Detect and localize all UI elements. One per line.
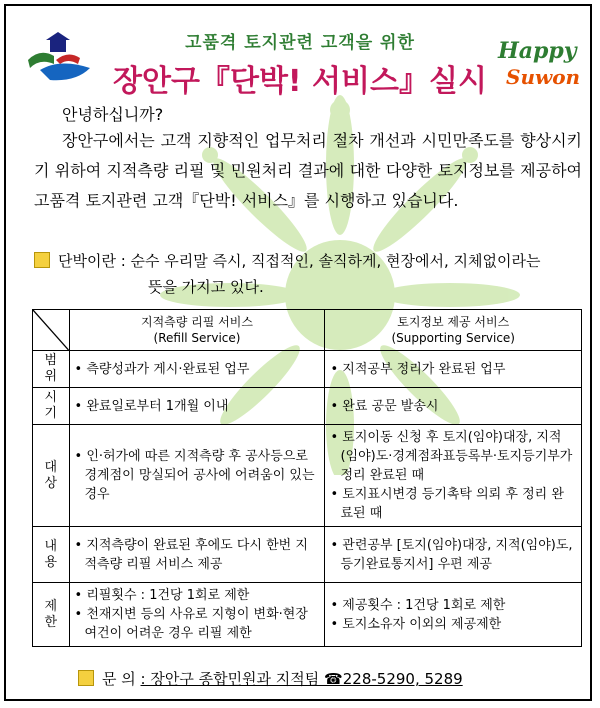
row-category: 제 한 (33, 583, 70, 647)
list-item: • 관련공부 [토지(임야)대장, 지적(임야)도, 등기완료통지서] 우편 제공 (330, 536, 576, 574)
list-item: • 리필횟수 : 1건당 1회로 제한 (75, 586, 320, 605)
header-supporting-sub: (Supporting Service) (391, 331, 515, 345)
row-right-cell (325, 388, 582, 425)
list-item: • 지적공부 정리가 완료된 업무 (330, 360, 576, 379)
svg-text:Happy: Happy (498, 38, 577, 64)
header-refill-sub: (Refill Service) (153, 331, 241, 345)
table-row (33, 527, 582, 583)
header-refill-name: 지적측량 리필 서비스 (141, 315, 253, 329)
intro-paragraph: 장안구에서는 고객 지향적인 업무처리 절차 개선과 시민만족도를 향상시키기 위하여 지적측량 리필 및 민원처리 결과에 대한 다양한 토지정보를 제공하여 고품격 토지관련 고객『단박! 서비스』를 시행하고 있습니다. (34, 131, 582, 210)
header-supporting-name: 토지정보 제공 서비스 (397, 315, 510, 329)
list-item: • 완료 공문 발송시 (330, 397, 576, 416)
table-corner-cell (33, 310, 70, 351)
header-refill-service (69, 310, 325, 351)
list-item: • 인·허가에 따른 지적측량 후 공사등으로 경계점이 망실되어 공사에 어려움이 있는 경우 (75, 447, 320, 504)
svg-text:Suwon: Suwon (506, 65, 581, 89)
list-item: • 측량성과가 게시·완료된 업무 (75, 360, 320, 379)
row-category: 대 상 (33, 425, 70, 527)
row-right-cell (325, 425, 582, 527)
yellow-bullet-icon (34, 252, 50, 268)
table-row (33, 388, 582, 425)
list-item: • 제공횟수 : 1건당 1회로 제한 (330, 596, 576, 615)
list-item: • 완료일로부터 1개월 이내 (75, 397, 320, 416)
list-item: • 천재지변 등의 사유로 지형이 변화·현장 여건이 어려운 경우 리필 제한 (75, 605, 320, 643)
row-right-cell (325, 583, 582, 647)
row-left-cell (69, 527, 325, 583)
header-supporting-service (325, 310, 582, 351)
table-header-row (33, 310, 582, 351)
contact-line (78, 668, 463, 689)
row-left-cell (69, 351, 325, 388)
definition-block (34, 248, 594, 300)
table-body (33, 351, 582, 647)
diagonal-line-icon (33, 310, 69, 350)
row-right-cell (325, 527, 582, 583)
row-left-cell (69, 388, 325, 425)
page-subtitle: 고품격 토지관련 고객을 위한 (185, 33, 415, 53)
list-item: • 토지소유자 이외의 제공제한 (330, 615, 576, 634)
greeting-text: 안녕하십니까? (62, 105, 164, 124)
row-left-cell (69, 425, 325, 527)
definition-line-1: 단박이란 : 순수 우리말 즉시, 직접적인, 솔직하게, 현장에서, 지체없이라는 (58, 252, 541, 270)
list-item: • 지적측량이 완료된 후에도 다시 한번 지적측량 리필 서비스 제공 (75, 536, 320, 574)
contact-label: 문 의 (102, 670, 136, 688)
contact-value: : 장안구 종합민원과 지적팀 ☎228-5290, 5289 (140, 670, 463, 688)
service-table (32, 309, 582, 647)
table-row (33, 583, 582, 647)
page-title: 장안구『단박! 서비스』실시 (113, 64, 487, 99)
row-right-cell (325, 351, 582, 388)
row-left-cell (69, 583, 325, 647)
table-row (33, 351, 582, 388)
row-category: 범 위 (33, 351, 70, 388)
row-category: 내 용 (33, 527, 70, 583)
list-item: • 토지표시변경 등기촉탁 의뢰 후 정리 완료된 때 (330, 485, 576, 523)
definition-line-2: 뜻을 가지고 있다. (148, 278, 264, 296)
table-row (33, 425, 582, 527)
yellow-bullet-icon (78, 670, 94, 686)
row-category: 시 기 (33, 388, 70, 425)
list-item: • 토지이동 신청 후 토지(임야)대장, 지적(임야)도·경계점좌표등록부·토지등기부가 정리 완료된 때 (330, 428, 576, 485)
